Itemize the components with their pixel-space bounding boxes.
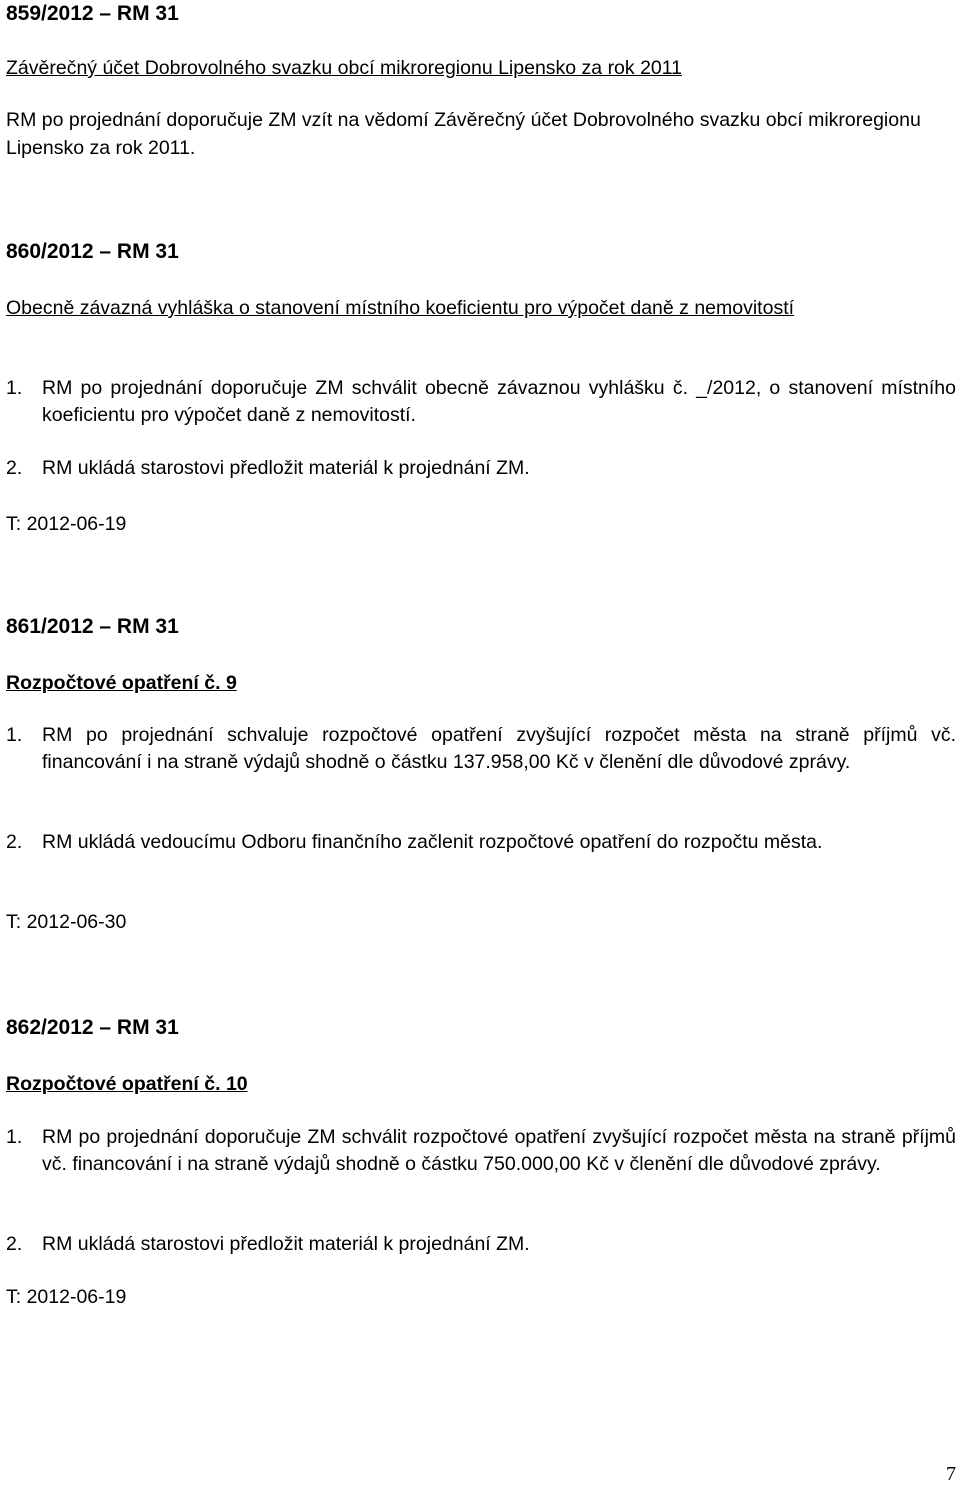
item-text: RM ukládá starostovi předložit materiál k projednání ZM.	[42, 1233, 530, 1255]
page-number: 7	[946, 1463, 956, 1485]
item-number: 2.	[6, 831, 23, 853]
resolution-title: Závěrečný účet Dobrovolného svazku obcí mikroregionu Lipensko za rok 2011	[6, 57, 683, 79]
resolution-item	[6, 722, 956, 776]
resolution-item	[6, 1124, 956, 1178]
item-number: 1.	[6, 377, 23, 399]
deadline: T: 2012-06-19	[6, 513, 127, 535]
resolution-heading: 861/2012 – RM 31	[6, 615, 179, 638]
resolution-heading: 860/2012 – RM 31	[6, 240, 179, 263]
item-number: 2.	[6, 457, 23, 479]
deadline: T: 2012-06-19	[6, 1286, 127, 1308]
item-number: 2.	[6, 1233, 23, 1255]
item-text: RM ukládá vedoucímu Odboru finančního začlenit rozpočtové opatření do rozpočtu města.	[42, 831, 823, 853]
resolution-item	[6, 375, 956, 429]
item-text: RM po projednání schvaluje rozpočtové opatření zvyšující rozpočet města na straně příjmů vč. financování i na straně výdajů shodně o částku 137.958,00 Kč v členění dle důvodové zprávy.	[42, 724, 956, 773]
resolution-item	[6, 829, 956, 856]
resolution-text: RM po projednání doporučuje ZM vzít na vědomí Závěrečný účet Dobrovolného svazku obcí mikroregionu Lipensko za rok 2011.	[6, 109, 921, 159]
resolution-item	[6, 1231, 956, 1258]
resolution-item	[6, 455, 956, 482]
item-number: 1.	[6, 1126, 23, 1148]
resolution-title: Rozpočtové opatření č. 10	[6, 1073, 248, 1095]
resolution-heading: 862/2012 – RM 31	[6, 1016, 179, 1039]
item-text: RM po projednání doporučuje ZM schválit obecně závaznou vyhlášku č. _/2012, o stanovení místního koeficientu pro výpočet daně z nemovitostí.	[42, 377, 956, 426]
resolution-heading: 859/2012 – RM 31	[6, 2, 179, 25]
resolution-title: Obecně závazná vyhláška o stanovení místního koeficientu pro výpočet daně z nemovitostí	[6, 297, 795, 319]
item-text: RM ukládá starostovi předložit materiál k projednání ZM.	[42, 457, 530, 479]
resolution-title: Rozpočtové opatření č. 9	[6, 672, 237, 694]
item-text: RM po projednání doporučuje ZM schválit rozpočtové opatření zvyšující rozpočet města na straně příjmů vč. financování i na straně výdajů shodně o částku 750.000,00 Kč v členění dle důvodové zprávy.	[42, 1126, 956, 1175]
item-number: 1.	[6, 724, 23, 746]
deadline: T: 2012-06-30	[6, 911, 127, 933]
